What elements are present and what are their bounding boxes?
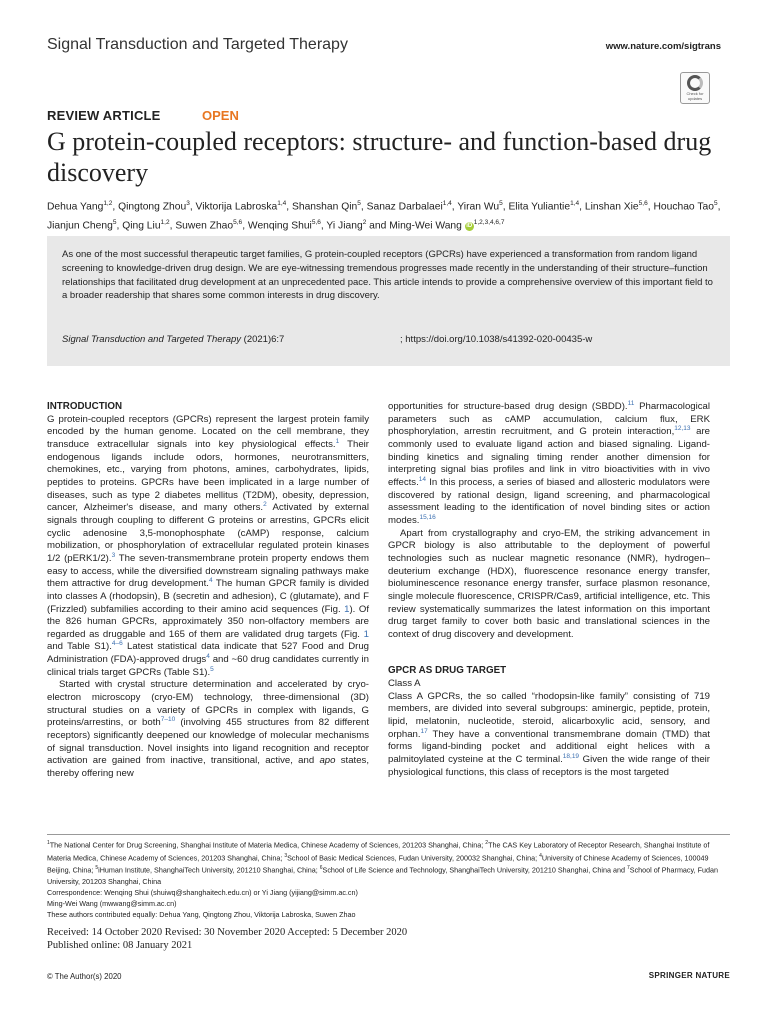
- open-access-tag: OPEN: [202, 108, 239, 123]
- copyright: © The Author(s) 2020: [47, 972, 122, 981]
- journal-name: Signal Transduction and Targeted Therapy: [47, 36, 348, 53]
- footnote-divider: [47, 834, 730, 835]
- body-column-right: opportunities for structure-based drug design (SBDD).$^{11}$ Pharmacological parameters such as cAMP accumulation, calcium flux, ERK phosphorylation, arrestin recruitment, and G protein interaction,$^{12,13}$ are commonly used to evaluate ligand action and biased signaling. Ligand-binding kinetics and signaling timing render another dimension for interpreting signal bias profiles and link in vitro bioactivities with in vivo effects.$^{14}$ In this process, a series of biased and allosteric modulators were discovered by rational design, ligand screening, and pharmacological assessment leading to the identification of novel binding sites or action modes.$^{15,16}$ Apart from crystallography and cryo-EM, the striking advancement in GPCR biology is also attributable to the deployment of powerful technologies such as nuclear magnetic resonance (NMR), hydrogen–deuterium exchange (HDX), fluorescence resonance energy transfer, bioluminescence resonance energy transfer, surface plasmon resonance, single molecule fluorescence, CRISPR/Cas9, artificial intelligence, etc. This review systematically summarizes the latest information on this important drug target family to cover both basic and translational sciences in the context of drug discovery and development. GPCR AS DRUG TARGET Class A Class A GPCRs, the so called “rhodopsin-like family” consisting of 719 members, are divided into several subgroups: aminergic, peptide, protein, lipid, melatonin, nucleotide, steroid, alicarboxylic acid, sensory, and orphan.$^{17}$ They have a conventional transmembrane domain (TMD) that forms ligand-binding pocket and additional eight helices with a palmitoylated cysteine at the C terminal.$^{18,19}$ Given the wide range of their physiological functions, this class of receptors is the most targeted: [388, 399, 711, 778]
- article-type: REVIEW ARTICLE: [47, 108, 161, 123]
- publisher-logo: SPRINGER NATURE: [648, 971, 730, 980]
- received-revised-accepted: Received: 14 October 2020 Revised: 30 November 2020 Accepted: 5 December 2020: [47, 927, 408, 938]
- check-updates-label: Check for updates: [686, 91, 704, 101]
- doi-link[interactable]: ; https://doi.org/10.1038/s41392-020-00435-w: [400, 334, 593, 345]
- abstract-text: As one of the most successful therapeutic target families, G protein-coupled receptors (GPCRs) have experienced a transformation from random ligand screening to knowledge-driven drug design. We are eye-witnessing tremendous progresses made recently in the understanding of their structure–function relationships that facilitated drug development at an unprecedented pace. This article intends to provide a comprehensive overview of this important field to a broader readership that shares some common interests in drug discovery.: [62, 249, 713, 302]
- article-dates: [47, 927, 407, 952]
- journal-url-link[interactable]: www.nature.com/sigtrans: [605, 41, 721, 52]
- body-column-left: INTRODUCTION G protein-coupled receptors (GPCRs) represent the largest protein family encoded by the human genome. Located on the cell membrane, they transduce extracellular signals into key physiological effects.$^1$ Their endogenous ligands include odors, hormones, neurotransmitters, chemokines, etc., varying from photons, amines, carbohydrates, lipids, peptides to proteins. GPCRs have been implicated in a large number of diseases, such as type 2 diabetes mellitus (T2DM), obesity, depression, cancer, Alzheimer's disease, and many others.$^2$ Activated by external signals through coupling to different G proteins or arrestins, GPCRs elicit cyclic adenosine 3,5-monophosphate (cAMP) response, calcium mobilization, or phosphorylation of extracellular regulated protein kinases 1/2 (pERK1/2).$^3$ The seven-transmembrane protein property endows them easy to access, while the diversified downstream signaling pathways make them attractive for drug development.$^4$ The human GPCR family is divided into classes A (rhodopsin), B (secretin and adhesion), C (glutamate), and F (Frizzled) subfamilies according to their amino acid sequences (Fig. 1). Of the 826 human GPCRs, approximately 350 non-olfactory members are regarded as druggable and 165 of them are validated drug targets (Fig. 1 and Table S1).$^{4-6}$ Latest statistical data indicate that 527 Food and Drug Administration (FDA)-approved drugs$^4$ and ~60 drug candidates currently in clinical trials target GPCRs (Table S1).$^5$ Started with crystal structure determination and accelerated by cryo-electron microscopy (cryo-EM) technology, three-dimensional (3D) structural studies on a variety of GPCRs in complex with ligands, G proteins/arrestins, or both$^{7-10}$ (involving 455 structures from 82 different receptors) significantly deepened our knowledge of molecular mechanisms of signal transduction. Novel insights into ligand recognition and receptor activation are gained from inactive, transitional, active, and apo states, thereby offering new: [47, 401, 369, 780]
- article-title: G protein-coupled receptors: structure- and function-based drug discovery: [47, 127, 712, 187]
- affiliations: $^1$The National Center for Drug Screening, Shanghai Institute of Materia Medica, Chinese Academy of Sciences, 201203 Shanghai, China; $^2$The CAS Key Laboratory of Receptor Research, Shanghai Institute of Materia Medica, Chinese Academy of Sciences, 201203 Shanghai, China; $^3$School of Basic Medical Sciences, Fudan University, 200032 Shanghai, China; $^4$University of Chinese Academy of Sciences, 100049 Beijing, China; $^5$iHuman Institute, ShanghaiTech University, 201210 Shanghai, China; $^6$School of Life Science and Technology, ShanghaiTech University, 201210 Shanghai, China and $^7$School of Pharmacy, Fudan University, 201203 Shanghai, China Correspondence: Wenqing Shui (shuiwq@shanghaitech.edu.cn) or Yi Jiang (yijiang@simm.ac.cn) Ming-Wei Wang (mwwang@simm.ac.cn) These authors contributed equally: Dehua Yang, Qingtong Zhou, Viktorija Labroska, Suwen Zhao: [47, 840, 718, 920]
- check-updates-icon: [687, 75, 703, 91]
- check-for-updates-badge[interactable]: [680, 72, 710, 104]
- author-list[interactable]: Dehua Yang$^{1,2}$, Qingtong Zhou$^3$, Viktorija Labroska$^{1,4}$, Shanshan Qin$^5$, Sanaz Darbalaei$^{1,4}$, Yiran Wu$^5$, Elita Yuliantie$^{1,4}$, Linshan Xie$^{5,6}$, Houchao Tao$^5$, Jianjun Cheng$^5$, Qing Liu$^{1,2}$, Suwen Zhao$^{5,6}$, Wenqing Shui$^{5,6}$, Yi Jiang$^2$ and Ming-Wei Wang iD $^{1,2,3,4,6,7}$: [47, 200, 721, 232]
- citation-journal: Signal Transduction and Targeted Therapy: [62, 334, 242, 345]
- citation-ref: (2021)6:7: [241, 334, 285, 345]
- citation: [62, 334, 284, 345]
- published-online: Published online: 08 January 2021: [47, 939, 193, 951]
- abstract-box: [47, 236, 730, 366]
